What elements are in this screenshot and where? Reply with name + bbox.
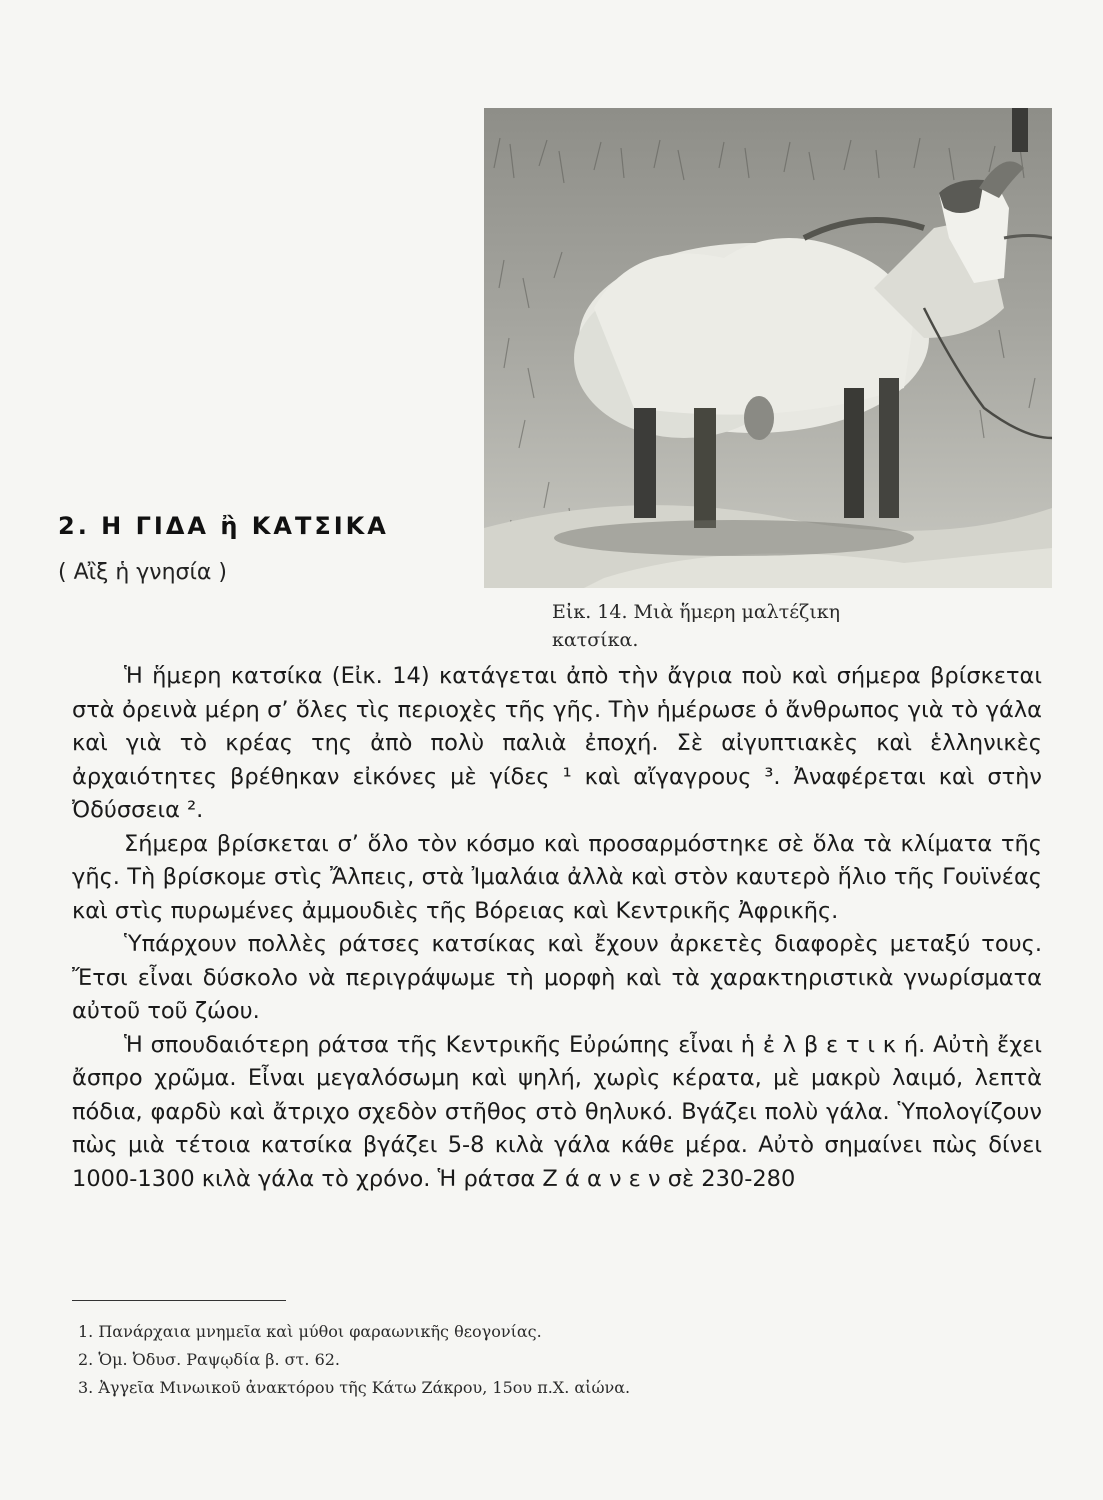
footnote: 2. Ὁμ. Ὀδυσ. Ραψῳδία β. στ. 62. <box>78 1350 341 1369</box>
section-heading: 2. Η ΓΙΔΑ ἢ ΚΑΤΣΙΚΑ <box>58 512 389 540</box>
body-text <box>72 660 1042 1196</box>
figure-caption-line-2: κατσίκα. <box>552 629 639 651</box>
paragraph: Ὑπάρχουν πολλὲς ράτσες κατσίκας καὶ ἔχουν ἀρκετὲς διαφορὲς μεταξύ τους. Ἔτσι εἶναι δύσκολο νὰ περιγράψωμε τὴ μορφὴ καὶ τὰ χαρακτηριστικὰ γνωρίσματα αὐτοῦ τοῦ ζώου. <box>72 931 1042 1024</box>
paragraph: Ἡ ἥμερη κατσίκα (Εἰκ. 14) κατάγεται ἀπὸ τὴν ἄγρια ποὺ καὶ σήμερα βρίσκεται στὰ ὀρεινὰ μέρη σ’ ὅλες τὶς περιοχὲς τῆς γῆς. Τὴν ἡμέρωσε ὁ ἄνθρωπος γιὰ τὸ γάλα καὶ γιὰ τὸ κρέας της ἀπὸ πολὺ παλιὰ ἐποχή. Σὲ αἰγυπτιακὲς καὶ ἑλληνικὲς ἀρχαιότητες βρέθηκαν εἰκόνες μὲ γίδες ¹ καὶ αἴγαγρους ³. Ἀναφέρεται καὶ στὴν Ὀδύσσεια ². <box>72 663 1042 823</box>
goat-illustration <box>484 108 1052 588</box>
figure-caption-line-1: Εἰκ. 14. Μιὰ ἥμερη μαλτέζικη <box>552 601 841 623</box>
footnote: 1. Πανάρχαια μνημεῖα καὶ μύθοι φαραωνικῆς θεογονίας. <box>78 1322 542 1341</box>
footnote: 3. Ἀγγεῖα Μινωικοῦ ἀνακτόρου τῆς Κάτω Ζάκρου, 15ου π.Χ. αἰώνα. <box>78 1378 631 1397</box>
figure-caption <box>552 598 922 654</box>
paragraph: Σήμερα βρίσκεται σ’ ὅλο τὸν κόσμο καὶ προσαρμόστηκε σὲ ὅλα τὰ κλίματα τῆς γῆς. Τὴ βρίσκομε στὶς Ἄλπεις, στὰ Ἰμαλάια ἀλλὰ καὶ στὸν καυτερὸ ἥλιο τῆς Γουϊνέας καὶ στὶς πυρωμένες ἀμμουδιὲς τῆς Βόρειας καὶ Κεντρικῆς Ἀφρικῆς. <box>72 830 1042 924</box>
paragraph: Ἡ σπουδαιότερη ράτσα τῆς Κεντρικῆς Εὐρώπης εἶναι ἡ ἐ λ β ε τ ι κ ή. Αὐτὴ ἔχει ἄσπρο χρῶμα. Εἶναι μεγαλόσωμη καὶ ψηλή, χωρὶς κέρατα, μὲ μακρὺ λαιμό, λεπτὰ πόδια, φαρδὺ καὶ ἄτριχο σχεδὸν στῆθος στὸ θηλυκό. Βγάζει πολὺ γάλα. Ὑπολογίζουν πὼς μιὰ τέτοια κατσίκα βγάζει 5-8 κιλὰ γάλα κάθε μέρα. Αὐτὸ σημαίνει πὼς δίνει 1000-1300 κιλὰ γάλα τὸ χρόνο. Ἡ ράτσα Ζ ά α ν ε ν σὲ 230-280 <box>72 1031 1042 1192</box>
goat-photo <box>484 108 1052 588</box>
section-subtitle: ( Αἲξ ἡ γνησία ) <box>58 560 227 585</box>
footnotes <box>78 1318 978 1402</box>
footnote-divider <box>72 1300 286 1301</box>
